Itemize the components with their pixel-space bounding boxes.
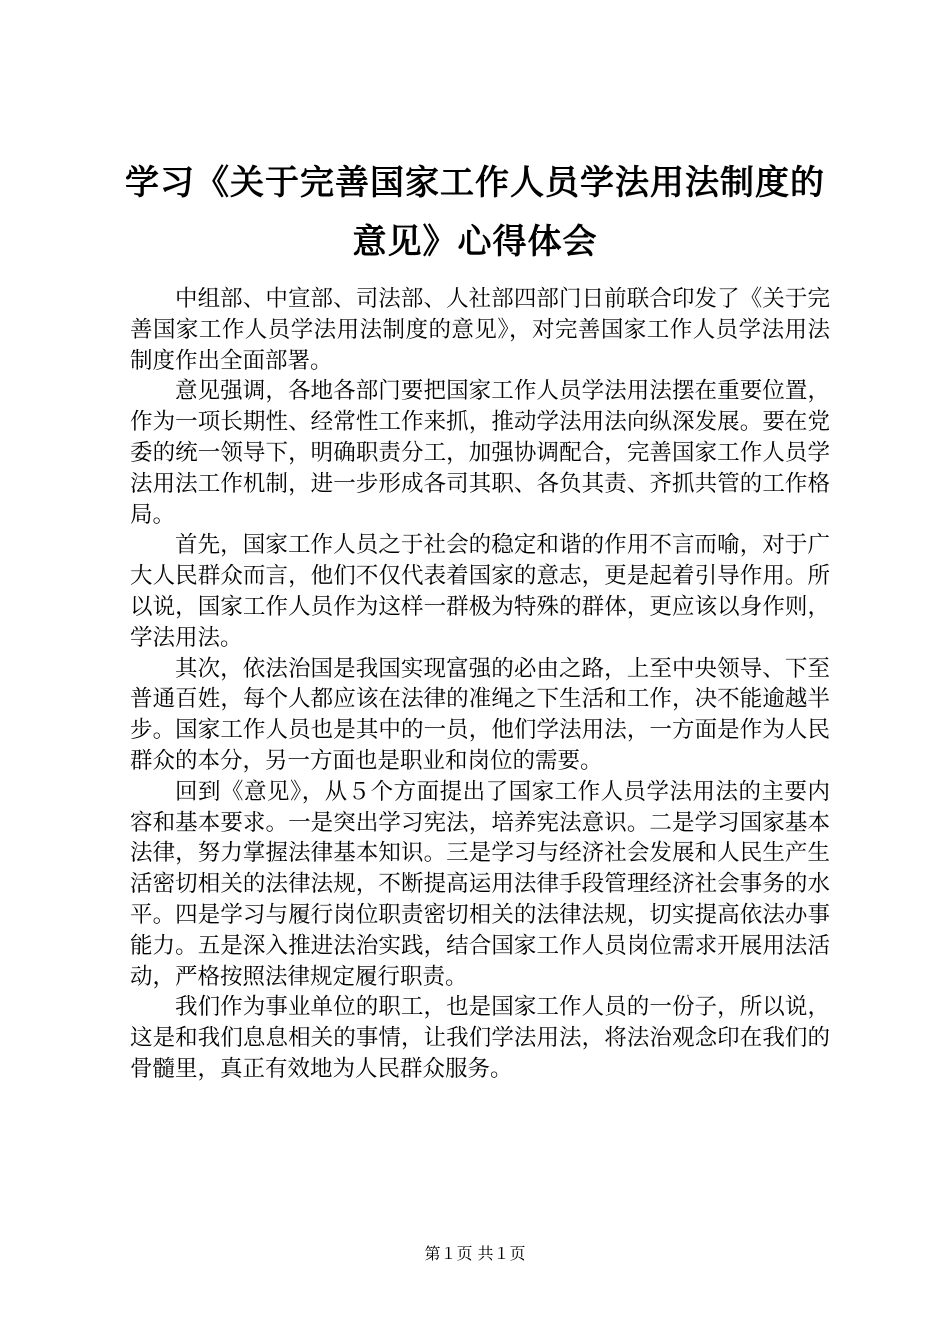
paragraph: 其次，依法治国是我国实现富强的必由之路，上至中央领导、下至普通百姓，每个人都应该在法律的准绳之下生活和工作，决不能逾越半步。国家工作人员也是其中的一员，他们学法用法，一方面是作为人民群众的本分，另一方面也是职业和岗位的需要。: [130, 655, 830, 774]
document-title-line-2: 意见》心得体会: [352, 222, 598, 262]
paragraph: 首先，国家工作人员之于社会的稳定和谐的作用不言而喻，对于广大人民群众而言，他们不仅代表着国家的意志，更是起着引导作用。所以说，国家工作人员作为这样一群极为特殊的群体，更应该以身作则，学法用法。: [130, 532, 830, 651]
page-footer: 第１页 共１页: [424, 1244, 526, 1263]
paragraph: 我们作为事业单位的职工，也是国家工作人员的一份子，所以说，这是和我们息息相关的事情，让我们学法用法，将法治观念印在我们的骨髓里，真正有效地为人民群众服务。: [130, 994, 830, 1082]
document-body: [130, 284, 830, 1085]
document-title-line-1: 学习《关于完善国家工作人员学法用法制度的: [125, 163, 825, 203]
paragraph: 意见强调，各地各部门要把国家工作人员学法用法摆在重要位置，作为一项长期性、经常性工作来抓，推动学法用法向纵深发展。要在党委的统一领导下，明确职责分工，加强协调配合，完善国家工作人员学法用法工作机制，进一步形成各司其职、各负其责、齐抓共管的工作格局。: [130, 378, 830, 528]
paragraph: 回到《意见》，从５个方面提出了国家工作人员学法用法的主要内容和基本要求。一是突出学习宪法，培养宪法意识。二是学习国家基本法律，努力掌握法律基本知识。三是学习与经济社会发展和人民生产生活密切相关的法律法规，不断提高运用法律手段管理经济社会事务的水平。四是学习与履行岗位职责密切相关的法律法规，切实提高依法办事能力。五是深入推进法治实践，结合国家工作人员岗位需求开展用法活动，严格按照法律规定履行职责。: [130, 778, 830, 990]
paragraph: 中组部、中宣部、司法部、人社部四部门日前联合印发了《关于完善国家工作人员学法用法制度的意见》，对完善国家工作人员学法用法制度作出全面部署。: [130, 286, 830, 374]
